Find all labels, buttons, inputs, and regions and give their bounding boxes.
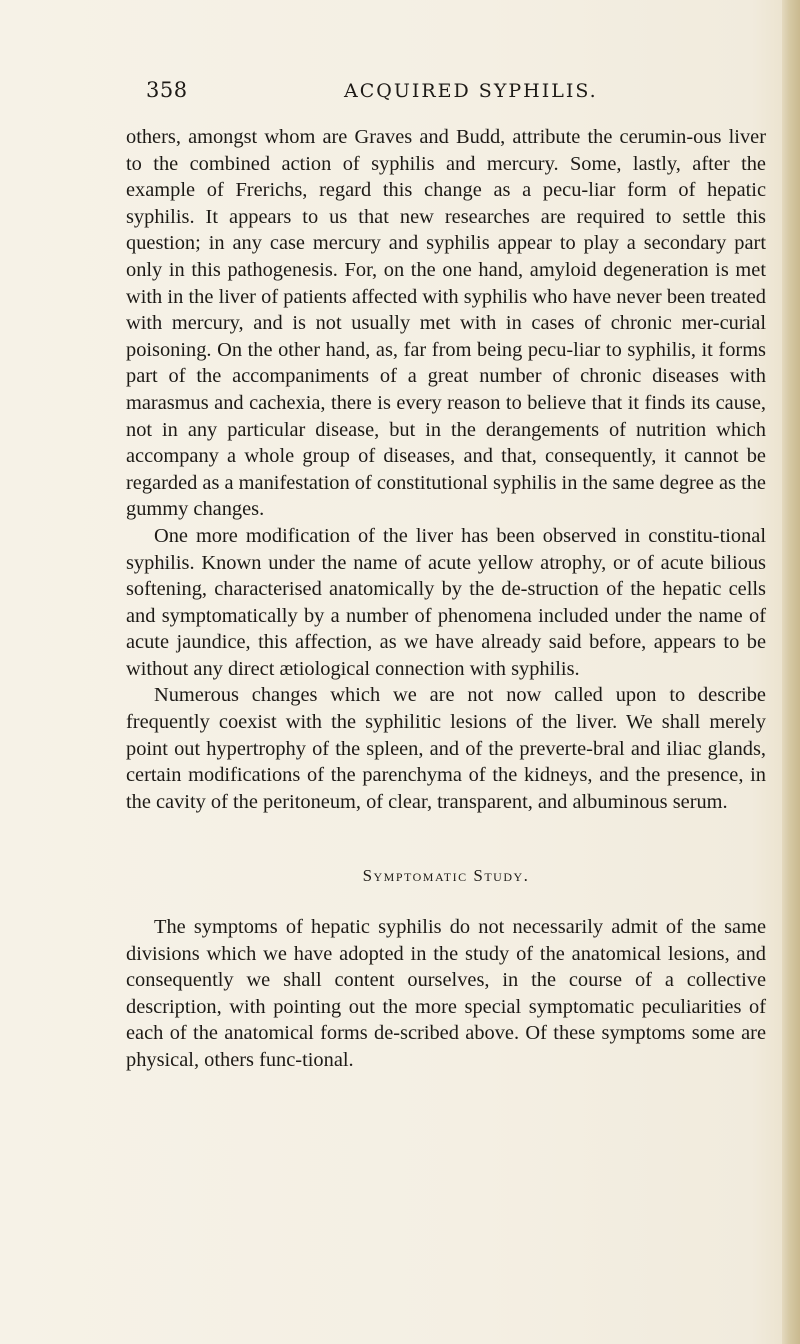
page-edge <box>782 0 800 1344</box>
page-header <box>0 78 780 108</box>
section-heading: Symptomatic Study. <box>362 866 530 886</box>
paragraph-symptoms: The symptoms of hepatic syphilis do not necessarily admit of the same divisions which we have adopted in the study of the anatomical lesions, and consequently we shall content ourselves, in the course of a collective description, with pointing out the more special symptomatic peculiarities of each of the anatomical forms de-scribed above. Of these symptoms some are physical, others func-tional. <box>126 916 766 1071</box>
paragraph-acute-yellow-atrophy: One more modification of the liver has been observed in constitu-tional syphilis. Known under the name of acute yellow atrophy, or of acute bilious softening, characterised anatomically by the de-struction of the hepatic cells and symptomatically by a number of phenomena included under the name of acute jaundice, this affection, as we have already said before, appears to be without any direct ætiological connection with syphilis. <box>126 524 766 680</box>
paragraph-continued: others, amongst whom are Graves and Budd, attribute the cerumin-ous liver to the combined action of syphilis and mercury. Some, lastly, after the example of Frerichs, regard this change as a pecu-liar form of hepatic syphilis. It appears to us that new researches are required to settle this question; in any case mercury and syphilis appear to play a secondary part only in this pathogenesis. For, on the one hand, amyloid degeneration is met with in the liver of patients affected with syphilis who have never been treated with mercury, and is not usually met with in cases of chronic mer-curial poisoning. On the other hand, as, far from being pecu-liar to syphilis, it forms part of the accompaniments of a great number of chronic diseases with marasmus and cachexia, there is every reason to believe that it finds its cause, not in any particular disease, but in the derangements of nutrition which accompany a whole group of diseases, and that, consequently, it cannot be regarded as a manifestation of constitutional syphilis in the same degree as the gummy changes. <box>126 126 766 521</box>
body-text <box>126 124 766 1074</box>
paragraph-numerous-changes: Numerous changes which we are not now called upon to describe frequently coexist with the syphilitic lesions of the liver. We shall merely point out hypertrophy of the spleen, and of the preverte-bral and iliac glands, certain modifications of the parenchyma of the kidneys, and the presence, in the cavity of the peritoneum, of clear, transparent, and albuminous serum. <box>126 684 766 813</box>
page-number: 358 <box>146 78 188 102</box>
running-head: ACQUIRED SYPHILIS. <box>344 80 598 102</box>
